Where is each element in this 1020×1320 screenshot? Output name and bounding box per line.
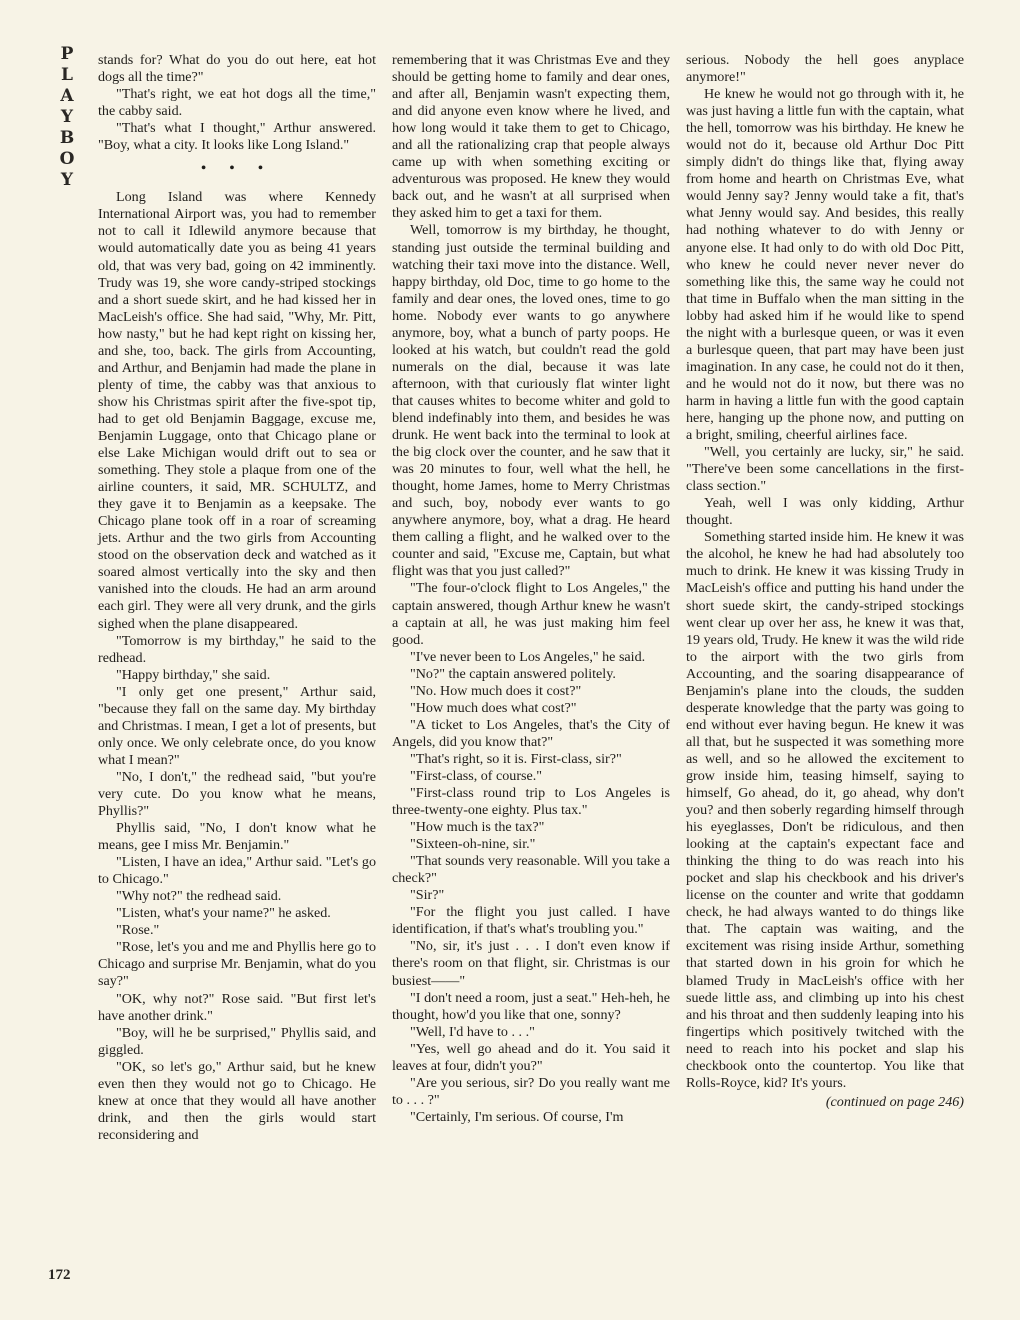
paragraph: "Well, you certainly are lucky, sir," he said. "There've been some cancellations in the first-class section." [686, 444, 964, 495]
paragraph: "OK, why not?" Rose said. "But first let's have another drink." [98, 990, 376, 1024]
paragraph: He knew he would not go through with it, he was just having a little fun with the captain, what the hell, tomorrow was his birthday. He knew he would not do it, because old Arthur Doc Pitt simply didn't do things like that, flying away from home and hearth on Christmas Eve, what would Jenny say? Jenny would take a fit, that's what Jenny would say. And besides, this really had nothing whatever to do with Jenny or anyone else. It had only to do with old Doc Pitt, who knew he could never never never do something like this, the same way he could not that time in Buffalo when the man sitting in the lobby had asked him if he would like to spend the night with a burlesque queen, or was it even a burlesque queen, that part may have been just imagination. In any case, he could not do it then, and he would not do it now, but there was no harm in having a little fun with the good captain here, hanging up the phone now, and putting on a bright, smiling, cheerful airlines face. [686, 86, 964, 444]
paragraph: stands for? What do you do out here, eat hot dogs all the time?" [98, 52, 376, 86]
paragraph: "A ticket to Los Angeles, that's the City of Angels, did you know that?" [392, 716, 670, 750]
paragraph: "First-class round trip to Los Angeles is three-twenty-one eighty. Plus tax." [392, 785, 670, 819]
paragraph: serious. Nobody the hell goes anyplace anymore!" [686, 52, 964, 86]
paragraph: "Are you serious, sir? Do you really want me to . . . ?" [392, 1074, 670, 1108]
masthead-letter: L [61, 65, 73, 85]
paragraph: "No, sir, it's just . . . I don't even know if there's room on that flight, sir. Christmas is our busiest——" [392, 938, 670, 989]
paragraph: "Why not?" the redhead said. [116, 888, 282, 905]
paragraph: "Happy birthday," she said. [116, 666, 271, 683]
paragraph: "Sixteen-oh-nine, sir." [410, 836, 536, 853]
paragraph: "I don't need a room, just a seat." Heh-heh, he thought, how'd you like that one, sonny? [392, 989, 670, 1023]
paragraph: Well, tomorrow is my birthday, he thought, standing just outside the terminal building and watching their taxi move into the distance. Well, happy birthday, old Doc, time to go home to the family and dear ones, the loved ones, time to go home. Nobody ever wants to go anywhere anymore, boy, what a bunch of party poops. He looked at his watch, but couldn't read the gold numerals on the dial, because it was late afternoon, with that curiously flat winter light that causes whites to become whiter and gold to blend indefinably into them, and besides he was drunk. He went back into the terminal to look at the big clock over the counter, and he saw that it was 20 minutes to four, well what the hell, he thought, home James, home to Merry Christmas and such, boy, nobody ever wants to go anywhere anymore, boy, what a drag. He heard them calling a flight, and he walked over to the counter and said, "Excuse me, Captain, but what flight was that you just called?" [392, 222, 670, 580]
text-column-3 [686, 52, 964, 1111]
paragraph: "I only get one present," Arthur said, "because they fall on the same day. My birthday and Christmas. I mean, I get a lot of presents, but only once. We only celebrate once, do you know what I mean?" [98, 683, 376, 768]
masthead-letter: Y [60, 170, 74, 190]
paragraph: "Sir?" [410, 887, 445, 904]
paragraph: "No?" the captain answered politely. [410, 665, 616, 682]
paragraph: Yeah, well I was only kidding, Arthur thought. [686, 495, 964, 529]
text-column-1 [98, 52, 376, 1144]
masthead-letter: P [60, 44, 74, 64]
masthead-letter: A [60, 86, 74, 106]
paragraph: "Well, I'd have to . . ." [410, 1023, 535, 1040]
paragraph: "Listen, what's your name?" he asked. [116, 905, 331, 922]
paragraph: "For the flight you just called. I have identification, if that's what's troubling you." [392, 904, 670, 938]
paragraph: "Tomorrow is my birthday," he said to the redhead. [98, 632, 376, 666]
paragraph: "That's right, so it is. First-class, sir?" [410, 750, 622, 767]
masthead-letter: Y [60, 107, 74, 127]
paragraph: "OK, so let's go," Arthur said, but he knew even then they would not go to Chicago. He knew at once that they would all have another drink, and then the girls would start reconsidering and [98, 1058, 376, 1143]
paragraph: "That's right, we eat hot dogs all the time," the cabby said. [98, 86, 376, 120]
paragraph: Long Island was where Kennedy International Airport was, you had to remember not to call it Idlewild anymore because that would automatically date you as being 41 years old, that was very bad, going on 42 imminently. Trudy was 19, she wore candy-striped stockings and a short suede skirt, and he had kissed her in MacLeish's office. She had said, "Why, Mr. Pitt, how nasty," but he had kept right on kissing her, and she, too, back. The girls from Accounting, and Arthur, and Benjamin had made the plane in plenty of time, the cabby was that anxious to show his Christmas spirit after the five-spot tip, had to get old Benjamin Baggage, excuse me, Benjamin Luggage, onto that Chicago plane or else Lake Michigan would drift out to sea or something. They stole a plaque from one of the airline counters, it said, MR. SCHULTZ, and they gave it to Benjamin as a keepsake. The Chicago plane took off in a roar of screaming jets. Arthur and the two girls from Accounting stood on the observation deck and watched as it soared almost vertically into the sky and then vanished into the clouds. He had an arm around each girl. They were all very drunk, and the girls sighed when the plane disappeared. [98, 189, 376, 632]
continued-note: (continued on page 246) [825, 1093, 964, 1110]
masthead-letter: O [59, 149, 75, 169]
paragraph: "First-class, of course." [410, 767, 543, 784]
paragraph: "Rose, let's you and me and Phyllis here go to Chicago and surprise Mr. Benjamin, what do you say?" [98, 939, 376, 990]
paragraph: Something started inside him. He knew it was the alcohol, he knew he had had absolutely too much to drink. He knew it was kissing Trudy in MacLeish's office and putting his hand under the short suede skirt, the candy-striped stockings went clear up over her ass, he knew it was that, 19 years old, Trudy. He knew it was the wild ride to the airport with the two girls from Accounting, and the soaring disappearance of Benjamin's plane into the clouds, the sudden desperate knowledge that the party was going to end without ever having begun. He knew it was all that, but he suspected it was something more as well, and so he allowed the excitement to grow inside him, teasing himself, saying to himself, Go ahead, do it, go ahead, why don't you? and then soberly regarding himself through his eyeglasses, Don't be ridiculous, and then looking at the captain's expectant face and thinking the thing to do was reach into his pocket and slap his checkbook and his driver's license on the counter and write that goddamn check, he had always wanted to do things like that. The captain was waiting, and the excitement was rising inside Arthur, something that started down in his groin for which he blamed Trudy in MacLeish's office with her suede little ass, and climbing up into his chest and his throat and then suddenly leaping into his fingertips which positively twitched with the need to reach into his pocket and slap his checkbook onto the countertop. You like that Rolls-Royce, kid? It's yours. [686, 529, 964, 1091]
paragraph: "How much does what cost?" [410, 699, 577, 716]
paragraph: "No, I don't," the redhead said, "but you're very cute. Do you know what he means, Phyllis?" [98, 768, 376, 820]
paragraph: "Listen, I have an idea," Arthur said. "Let's go to Chicago." [98, 854, 376, 888]
paragraph: Phyllis said, "No, I don't know what he means, gee I miss Mr. Benjamin." [98, 820, 376, 854]
page-number: 172 [48, 1267, 71, 1283]
text-column-2 [392, 52, 670, 1126]
paragraph: "The four-o'clock flight to Los Angeles," the captain answered, though Arthur knew he wasn't a captain at all, he was just making him feel good. [392, 580, 670, 648]
paragraph: "How much is the tax?" [410, 819, 545, 836]
paragraph: "That's what I thought," Arthur answered. "Boy, what a city. It looks like Long Island." [98, 120, 376, 154]
magazine-masthead [52, 44, 82, 191]
masthead-letter: B [59, 128, 75, 148]
paragraph: "Yes, well go ahead and do it. You said it leaves at four, didn't you?" [392, 1040, 670, 1074]
paragraph: "Rose." [116, 922, 160, 939]
paragraph: "I've never been to Los Angeles," he said. [410, 648, 646, 665]
paragraph: "That sounds very reasonable. Will you take a check?" [392, 853, 670, 887]
section-break: • • • [201, 160, 273, 177]
paragraph: "No. How much does it cost?" [410, 682, 582, 699]
paragraph: "Certainly, I'm serious. Of course, I'm [410, 1108, 624, 1125]
paragraph: "Boy, will he be surprised," Phyllis said, and giggled. [98, 1024, 376, 1058]
paragraph: remembering that it was Christmas Eve and they should be getting home to family and dear ones, and after all, Benjamin wasn't expecting them, and did anyone even know where he lived, and how long would it take them to get to Chicago, and all the rationalizing crap that people always came up with when something exciting or adventurous was proposed. He knew they would back out, and he wasn't at all surprised when they asked him to get a taxi for them. [392, 52, 670, 222]
